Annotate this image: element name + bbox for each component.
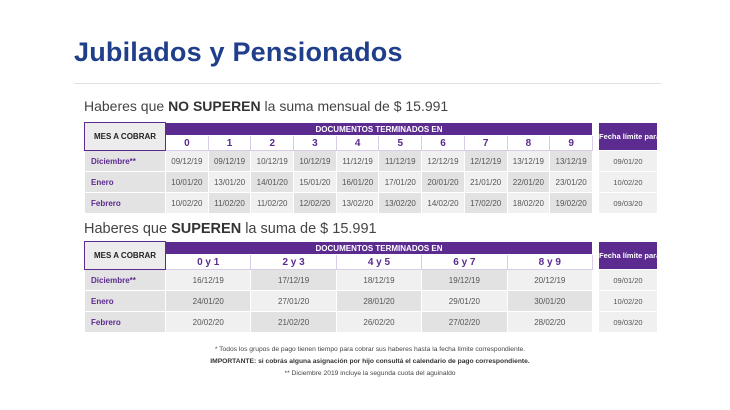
- date-cell: 10/12/19: [251, 151, 294, 172]
- table-row: [85, 270, 593, 291]
- table-row: [85, 193, 593, 214]
- mes-a-cobrar-header: MES A COBRAR: [85, 242, 166, 270]
- title-divider: [74, 83, 661, 84]
- date-cell: 18/02/20: [507, 193, 550, 214]
- footnote-aguinaldo: ** Diciembre 2019 incluye la segunda cuota del aguinaldo: [284, 370, 456, 377]
- doc-column-header: 9: [550, 136, 593, 151]
- doc-column-header: 4 y 5: [336, 255, 421, 270]
- date-cell: 18/12/19: [336, 270, 421, 291]
- date-cell: 14/01/20: [251, 172, 294, 193]
- date-cell: 10/01/20: [166, 172, 209, 193]
- fecha-limite-cell: 10/02/20: [599, 172, 658, 193]
- row-label-febrero: Febrero: [85, 312, 166, 333]
- date-cell: 13/01/20: [208, 172, 251, 193]
- schedule-table-superen: [84, 241, 593, 333]
- date-cell: 22/01/20: [507, 172, 550, 193]
- table-row: [85, 312, 593, 333]
- section2-heading-pre: Haberes que: [84, 221, 172, 237]
- date-cell: 21/01/20: [464, 172, 507, 193]
- table-row: [85, 291, 593, 312]
- footnote-fecha-limite: * Todos los grupos de pago tienen tiempo para cobrar sus haberes hasta la fecha límite correspondiente.: [214, 346, 526, 353]
- documentos-header: DOCUMENTOS TERMINADOS EN: [166, 123, 593, 136]
- date-cell: 09/12/19: [208, 151, 251, 172]
- date-cell: 11/12/19: [336, 151, 379, 172]
- section1-heading-pre: Haberes que: [84, 98, 169, 114]
- mes-a-cobrar-header: MES A COBRAR: [85, 123, 166, 151]
- date-cell: 13/02/20: [379, 193, 422, 214]
- fecha-limite-table-2: [598, 241, 691, 333]
- row-label-enero: Enero: [85, 291, 166, 312]
- section2-heading-post: la suma de $ 15.991: [241, 221, 377, 237]
- date-cell: 11/02/20: [251, 193, 294, 214]
- section1-heading-post: la suma mensual de $ 15.991: [260, 98, 449, 114]
- doc-column-header: 1: [208, 136, 251, 151]
- date-cell: 13/12/19: [550, 151, 593, 172]
- date-cell: 14/02/20: [422, 193, 465, 214]
- doc-column-header: 8 y 9: [507, 255, 592, 270]
- table-row: [85, 151, 593, 172]
- doc-column-header: 8: [507, 136, 550, 151]
- doc-column-header: 0: [166, 136, 209, 151]
- date-cell: 19/12/19: [422, 270, 507, 291]
- fecha-limite-cell: 09/03/20: [599, 193, 658, 214]
- date-cell: 20/02/20: [166, 312, 251, 333]
- doc-column-header: 2 y 3: [251, 255, 336, 270]
- date-cell: 10/02/20: [166, 193, 209, 214]
- section2-heading-bold: SUPEREN: [171, 221, 242, 237]
- doc-column-header: 2: [251, 136, 294, 151]
- fecha-limite-header: Fecha límite para cobrar *: [599, 242, 658, 270]
- section1-heading: [84, 98, 448, 114]
- doc-column-header: 7: [464, 136, 507, 151]
- date-cell: 16/12/19: [166, 270, 251, 291]
- footnotes: [150, 344, 590, 380]
- doc-column-header: 6 y 7: [422, 255, 507, 270]
- row-label-enero: Enero: [85, 172, 166, 193]
- doc-column-header: 5: [379, 136, 422, 151]
- section1-heading-bold: NO SUPEREN: [168, 98, 261, 114]
- footnote-importante: IMPORTANTE: si cobrás alguna asignación por hijo consultá el calendario de pago correspondiente.: [210, 358, 530, 365]
- date-cell: 11/12/19: [379, 151, 422, 172]
- section2-heading: [84, 221, 377, 237]
- row-label-diciembre: Diciembre**: [85, 270, 166, 291]
- date-cell: 10/12/19: [294, 151, 337, 172]
- doc-column-header: 6: [422, 136, 465, 151]
- date-cell: 20/12/19: [507, 270, 592, 291]
- schedule-table-no-superen: [84, 122, 593, 214]
- fecha-limite-header: Fecha límite para cobrar *: [599, 123, 658, 151]
- date-cell: 21/02/20: [251, 312, 336, 333]
- date-cell: 16/01/20: [336, 172, 379, 193]
- date-cell: 09/12/19: [166, 151, 209, 172]
- date-cell: 23/01/20: [550, 172, 593, 193]
- date-cell: 27/02/20: [422, 312, 507, 333]
- date-cell: 12/12/19: [422, 151, 465, 172]
- date-cell: 13/12/19: [507, 151, 550, 172]
- date-cell: 30/01/20: [507, 291, 592, 312]
- date-cell: 12/02/20: [294, 193, 337, 214]
- fecha-limite-cell: 09/03/20: [599, 312, 658, 333]
- fecha-limite-cell: 09/01/20: [599, 151, 658, 172]
- date-cell: 20/01/20: [422, 172, 465, 193]
- date-cell: 11/02/20: [208, 193, 251, 214]
- date-cell: 17/12/19: [251, 270, 336, 291]
- date-cell: 28/02/20: [507, 312, 592, 333]
- table-row: [85, 172, 593, 193]
- doc-column-header: 4: [336, 136, 379, 151]
- date-cell: 26/02/20: [336, 312, 421, 333]
- fecha-limite-cell: 09/01/20: [599, 270, 658, 291]
- fecha-limite-cell: 10/02/20: [599, 291, 658, 312]
- date-cell: 17/01/20: [379, 172, 422, 193]
- date-cell: 15/01/20: [294, 172, 337, 193]
- date-cell: 13/02/20: [336, 193, 379, 214]
- date-cell: 19/02/20: [550, 193, 593, 214]
- doc-column-header: 0 y 1: [166, 255, 251, 270]
- fecha-limite-table-1: [598, 122, 691, 214]
- documentos-header: DOCUMENTOS TERMINADOS EN: [166, 242, 593, 255]
- row-label-diciembre: Diciembre**: [85, 151, 166, 172]
- date-cell: 27/01/20: [251, 291, 336, 312]
- row-label-febrero: Febrero: [85, 193, 166, 214]
- date-cell: 12/12/19: [464, 151, 507, 172]
- date-cell: 17/02/20: [464, 193, 507, 214]
- doc-column-header: 3: [294, 136, 337, 151]
- date-cell: 28/01/20: [336, 291, 421, 312]
- date-cell: 24/01/20: [166, 291, 251, 312]
- date-cell: 29/01/20: [422, 291, 507, 312]
- page-title: Jubilados y Pensionados: [74, 37, 403, 67]
